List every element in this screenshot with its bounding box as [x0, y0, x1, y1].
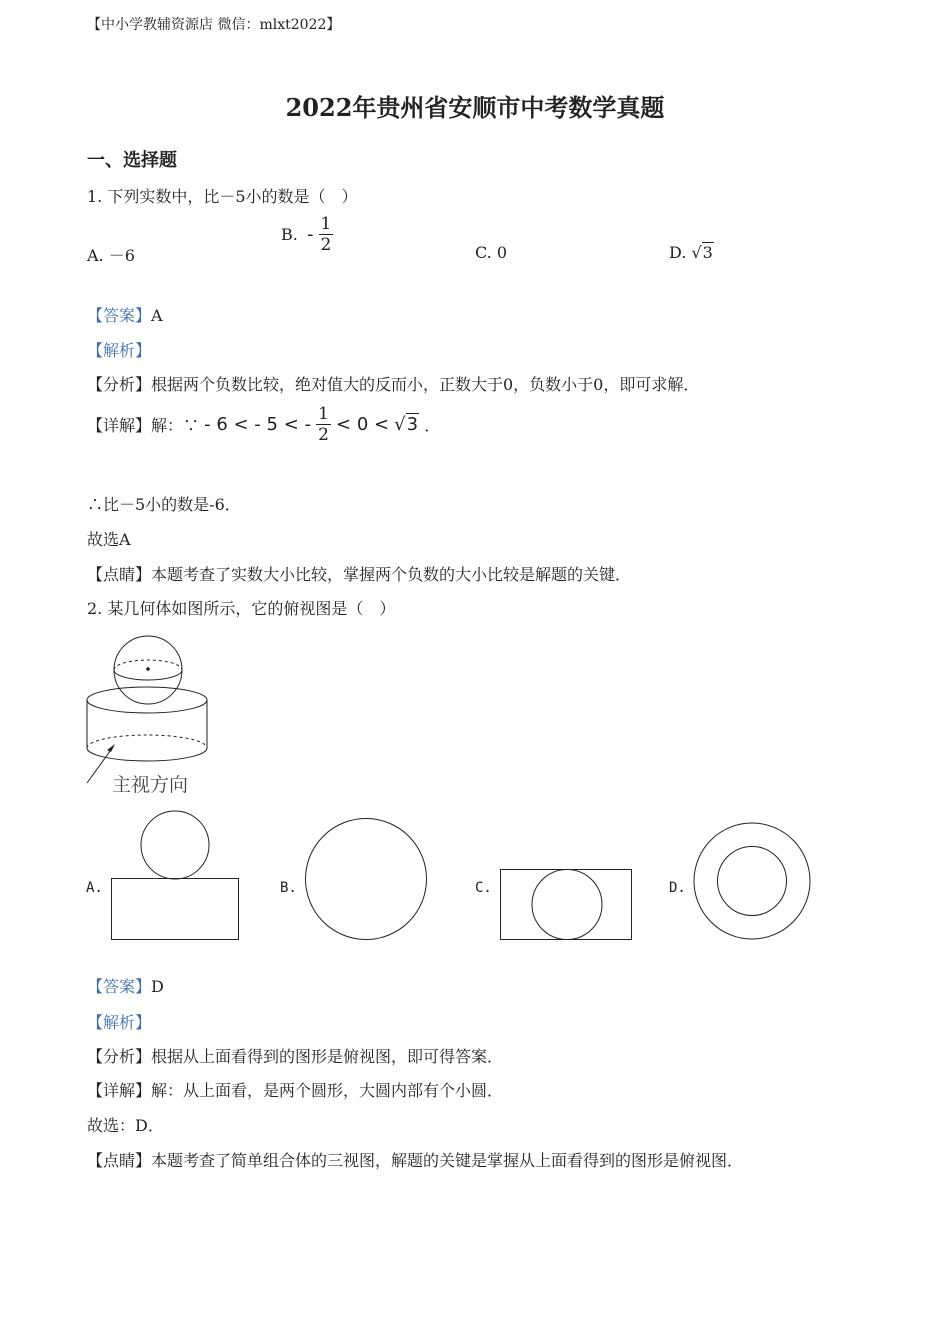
- q2-option-a-label: A.: [86, 880, 103, 896]
- q2-option-d-label: D.: [669, 880, 686, 896]
- q1-option-b: [281, 214, 333, 255]
- q1-analysis-tag: 【解析】: [87, 341, 152, 360]
- option-b-label: B.: [281, 225, 298, 244]
- circle-shape: [306, 819, 427, 940]
- detail-prefix: 【详解】解：∵: [87, 416, 200, 435]
- fraction-denominator: 2: [318, 425, 329, 445]
- rectangle-shape: [112, 879, 239, 940]
- q1-stem: 1. 下列实数中，比－5小的数是（ ）: [87, 187, 358, 206]
- detail-inequality-left: - 6 < - 5 < -: [204, 414, 311, 435]
- sqrt-symbol: √3: [691, 243, 713, 262]
- q2-analysis-tag: 【解析】: [87, 1013, 152, 1032]
- detail-end: ．: [424, 416, 441, 435]
- q1-detail: [87, 404, 440, 445]
- radicand: 3: [702, 243, 713, 262]
- radicand: 3: [406, 414, 419, 435]
- q2-detail: 【详解】解：从上面看，是两个圆形，大圆内部有个小圆．: [87, 1081, 504, 1100]
- detail-fraction: [316, 404, 331, 445]
- q2-option-b-label: B.: [280, 880, 297, 896]
- arrow-head: [107, 744, 115, 752]
- outer-circle-shape: [694, 823, 810, 939]
- q2-answer: [87, 974, 164, 997]
- inner-circle-shape: [718, 847, 787, 916]
- answer-value: D: [151, 977, 164, 996]
- q1-dianjing: 【点睛】本题考查了实数大小比较，掌握两个负数的大小比较是解题的关键．: [87, 565, 632, 584]
- circle-shape: [532, 870, 602, 940]
- q2-fenxi: 【分析】根据从上面看得到的图形是俯视图，即可得答案．: [87, 1047, 504, 1066]
- rectangle-shape: [501, 870, 632, 940]
- view-direction-label: 主视方向: [112, 774, 189, 796]
- q2-dianjing: 【点睛】本题考查了简单组合体的三视图，解题的关键是掌握从上面看得到的图形是俯视图．: [87, 1151, 744, 1170]
- cylinder-bottom-front: [87, 748, 207, 761]
- detail-inequality-right: < 0 <: [336, 414, 390, 435]
- q1-choose: 故选A: [87, 530, 131, 549]
- q2-option-d-figure: [690, 820, 816, 944]
- cylinder-bottom-back: [87, 735, 207, 748]
- q2-choose: 故选：D．: [87, 1116, 164, 1135]
- q1-therefore: ∴比－5小的数是-6．: [87, 495, 241, 514]
- fraction-numerator: 1: [320, 214, 332, 234]
- answer-tag: 【答案】: [87, 306, 152, 325]
- sphere-center-dot: [146, 667, 150, 671]
- option-d-label: D.: [669, 243, 687, 262]
- answer-value: A: [151, 306, 163, 325]
- q2-option-b-figure: [300, 813, 432, 945]
- option-b-sign: -: [306, 224, 314, 245]
- q1-option-c: C. 0: [475, 243, 508, 262]
- answer-tag: 【答案】: [87, 977, 152, 996]
- option-b-fraction: [319, 214, 334, 255]
- cylinder-top: [87, 687, 207, 713]
- q1-answer: [87, 303, 163, 326]
- section-heading: 一、选择题: [87, 150, 177, 171]
- circle-shape: [141, 811, 209, 879]
- fraction-numerator: 1: [318, 404, 329, 424]
- q1-fenxi: 【分析】根据两个负数比较，绝对值大的反而小，正数大于0，负数小于0，即可求解．: [87, 375, 700, 394]
- q2-option-c-figure: [496, 866, 636, 944]
- sphere-front-equator: [114, 670, 182, 680]
- q2-option-c-label: C.: [475, 880, 492, 896]
- watermark-header: 【中小学教辅资源店 微信：mlxt2022】: [87, 17, 341, 33]
- q2-stem: 2. 某几何体如图所示，它的俯视图是（ ）: [87, 599, 396, 618]
- sqrt-symbol: √3: [394, 414, 419, 435]
- q1-option-a: A. －6: [87, 246, 135, 265]
- q2-option-a-figure: [108, 808, 244, 944]
- fraction-denominator: 2: [320, 235, 332, 255]
- page-title: 2022年贵州省安顺市中考数学真题: [285, 93, 665, 122]
- q1-option-d: [669, 243, 714, 262]
